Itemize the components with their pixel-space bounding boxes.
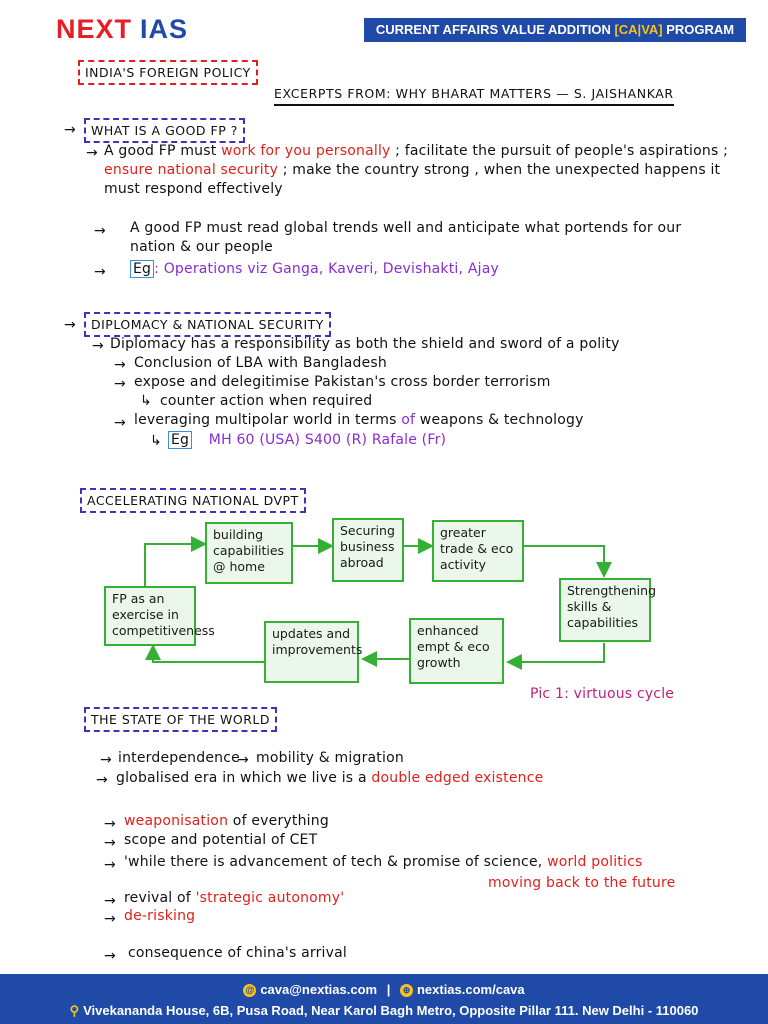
arrow-icon: → <box>104 948 116 964</box>
sub-arrow-icon: ↳ <box>150 433 162 449</box>
node-fp-competitiveness: FP as an exercise in competitiveness <box>104 586 196 646</box>
text: leveraging multipolar world in terms <box>134 412 402 428</box>
text: globalised era in which we live is a <box>116 770 372 786</box>
text: 'while there is advancement of tech & promise of science, <box>124 854 548 870</box>
page-title: INDIA'S FOREIGN POLICY <box>78 60 258 85</box>
location-pin-icon: ⚲ <box>69 1003 80 1018</box>
world-interdependence: interdependence <box>118 750 240 766</box>
node-strengthening-skills: Strengthening skills & capabilities <box>559 578 651 642</box>
arrow-icon: → <box>100 752 112 768</box>
text-weaponisation: weaponisation <box>124 813 229 829</box>
footer <box>0 974 768 1024</box>
arrow-icon: → <box>104 857 116 873</box>
diagram-caption: Pic 1: virtuous cycle <box>530 686 675 702</box>
node-enhanced-empt: enhanced empt & eco growth <box>409 618 504 684</box>
heading-diplomacy: DIPLOMACY & NATIONAL SECURITY <box>84 312 331 337</box>
arrow-icon: → <box>104 893 116 909</box>
text-of: of <box>401 412 416 428</box>
footer-email[interactable]: cava@nextias.com <box>260 982 378 997</box>
diplomacy-line-1: Diplomacy has a responsibility as both the shield and sword of a polity <box>110 336 620 352</box>
logo-ias: IAS <box>140 14 189 44</box>
world-line-8: consequence of china's arrival <box>128 945 347 961</box>
text-moving-back: moving back to the future <box>488 875 676 891</box>
text: revival of <box>124 890 196 906</box>
arrow-icon: → <box>114 376 126 392</box>
world-line-4: scope and potential of CET <box>124 832 318 848</box>
arrow-icon: → <box>104 911 116 927</box>
arrow-icon: → <box>96 772 108 788</box>
arrow-icon: → <box>94 264 106 280</box>
text-strategic-autonomy: 'strategic autonomy' <box>195 890 345 906</box>
arrow-icon: → <box>64 317 76 333</box>
logo-next: NEXT <box>56 14 133 44</box>
world-mobility: mobility & migration <box>256 750 404 766</box>
text-double-edged: double edged existence <box>371 770 544 786</box>
node-greater-trade: greater trade & eco activity <box>432 520 524 582</box>
node-building-capabilities: building capabilities @ home <box>205 522 293 584</box>
arrow-icon: → <box>114 357 126 373</box>
arrow-icon: → <box>94 223 106 239</box>
node-updates: updates and improvements <box>264 621 359 683</box>
banner-post: PROGRAM <box>662 22 735 37</box>
arrow-icon: → <box>92 338 104 354</box>
world-line-6 <box>124 889 344 908</box>
world-line-5 <box>124 853 642 872</box>
diplomacy-line-3: expose and delegitimise Pakistan's cross border terrorism <box>134 374 551 390</box>
eg-label: Eg <box>168 431 192 449</box>
sub-arrow-icon: ↳ <box>140 393 152 409</box>
diplomacy-line-2: Conclusion of LBA with Bangladesh <box>134 355 387 371</box>
footer-web[interactable]: nextias.com/cava <box>416 982 525 997</box>
arrow-icon: → <box>104 835 116 851</box>
arrow-icon: → <box>114 415 126 431</box>
footer-address: Vivekananda House, 6B, Pusa Road, Near Karol Bagh Metro, Opposite Pillar 111. New Delhi - 110060 <box>83 1003 699 1018</box>
text-work-for-you: work for you personally <box>221 143 391 159</box>
banner-highlight: [CA|VA] <box>614 22 663 37</box>
footer-contact <box>0 981 768 999</box>
globe-icon: ⊕ <box>400 984 413 997</box>
banner-pre: CURRENT AFFAIRS VALUE ADDITION <box>375 22 615 37</box>
email-icon: @ <box>243 984 256 997</box>
text-de-risking: de-risking <box>124 908 196 924</box>
world-line-3 <box>124 812 329 831</box>
text: weapons & technology <box>415 412 584 428</box>
arrow-icon: → <box>237 752 249 768</box>
text: A good FP must <box>104 143 222 159</box>
diplomacy-line-4: counter action when required <box>160 393 373 409</box>
heading-state-of-world: THE STATE OF THE WORLD <box>84 707 277 732</box>
eg-operations: : Operations viz Ganga, Kaveri, Devishakti, Ajay <box>154 261 499 277</box>
footer-sep: | <box>386 982 391 997</box>
eg-label: Eg <box>130 260 154 278</box>
text: ; facilitate the pursuit of people's aspirations ; <box>390 143 729 159</box>
good-fp-paragraph-2: A good FP must read global trends well and anticipate what portends for our nation & our people <box>130 220 682 255</box>
text-ensure-security: ensure national security <box>104 162 279 178</box>
text: ; make the country strong , when the unexpected happens it must respond effectively <box>104 162 721 197</box>
node-securing-business: Securing business abroad <box>332 518 404 582</box>
world-line-2 <box>116 769 543 788</box>
heading-good-fp: WHAT IS A GOOD FP ? <box>84 118 245 143</box>
eg-weapons: MH 60 (USA) S400 (R) Rafale (Fr) <box>208 432 447 448</box>
heading-dvpt: ACCELERATING NATIONAL DVPT <box>80 488 306 513</box>
arrow-icon: → <box>64 122 76 138</box>
text: of everything <box>228 813 329 829</box>
text-world-politics: world politics <box>547 854 643 870</box>
arrow-icon: → <box>86 145 98 161</box>
arrow-icon: → <box>104 816 116 832</box>
footer-address-line <box>0 1002 768 1020</box>
excerpt-line: EXCERPTS FROM: WHY BHARAT MATTERS — S. JAISHANKAR <box>274 84 674 106</box>
